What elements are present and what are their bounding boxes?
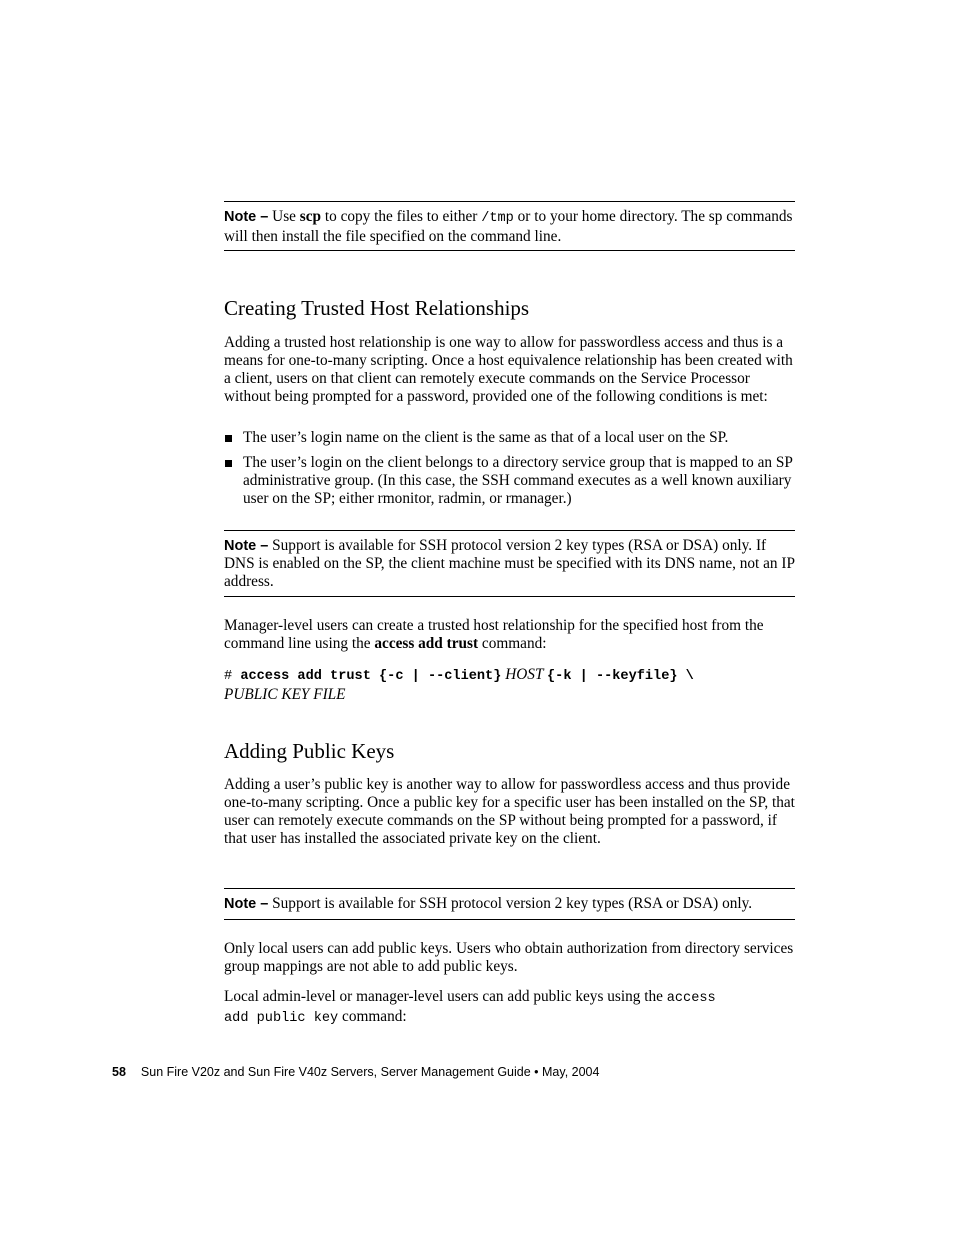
trusted-host-intro: Adding a trusted host relationship is one way to allow for passwordless access and thus is a means for one-to-many scripting. Once a host equivalence relationship has been created with a client, users on that client can remotely execute commands on the Service Processor without being prompted for a password, provided one of the following conditions is met:	[224, 334, 793, 405]
inline-command-scp: scp	[299, 208, 322, 225]
note-box-scp	[224, 201, 795, 251]
inline-command-add-public-key: add public key	[224, 1011, 339, 1026]
page-footer	[112, 1064, 599, 1080]
list-item: The user’s login name on the client is the same as that of a local user on the SP.	[224, 429, 795, 447]
command-text: access add trust {-c | --client}	[240, 669, 502, 684]
note-label: Note –	[224, 538, 269, 554]
section-heading-public-keys: Adding Public Keys	[224, 739, 395, 763]
bullet-square-icon	[225, 460, 232, 467]
bullet-square-icon	[225, 435, 232, 442]
section-heading-trusted-host: Creating Trusted Host Relationships	[224, 296, 530, 320]
note-text: Note – Use scp to copy the files to either /tmp or to your home directory. The sp commands will then install the file specified on the command line.	[224, 208, 793, 245]
command-placeholder-keyfile: PUBLIC KEY FILE	[224, 686, 346, 703]
public-keys-intro: Adding a user’s public key is another way to allow for passwordless access and thus provide one-to-many scripting. Once a public key for a specific user has been installed on the SP, that user can remotely execute commands on the SP without being prompted for a password, if that user has installed the associated private key on the client.	[224, 776, 795, 847]
inline-command-access-add-trust: access add trust	[374, 635, 479, 652]
inline-command-access: access	[666, 991, 716, 1006]
manager-level-paragraph: Manager-level users can create a trusted host relationship for the specified host from the command line using the access add trust command:	[224, 617, 764, 652]
admin-level-paragraph: Local admin-level or manager-level users can add public keys using the access add public key command:	[224, 988, 716, 1026]
list-item: The user’s login on the client belongs to a directory service group that is mapped to an SP administrative group. (In this case, the SSH command executes as a well known auxiliary user on the SP; either rmonitor, radmin, or rmanager.)	[224, 454, 795, 508]
note-label: Note –	[224, 209, 269, 225]
note-box-ssh	[224, 888, 795, 920]
note-text: Note – Support is available for SSH protocol version 2 key types (RSA or DSA) only. If DNS is enabled on the SP, the client machine must be specified with its DNS name, not an IP address.	[224, 537, 795, 590]
local-users-paragraph: Only local users can add public keys. Users who obtain authorization from directory services group mappings are not able to add public keys.	[224, 940, 794, 975]
note-label: Note –	[224, 896, 269, 912]
note-text: Note – Support is available for SSH protocol version 2 key types (RSA or DSA) only.	[224, 895, 753, 912]
command-syntax-block	[224, 666, 824, 704]
footer-date: May, 2004	[542, 1065, 600, 1079]
footer-title: Sun Fire V20z and Sun Fire V40z Servers, Server Management Guide	[140, 1065, 531, 1079]
command-prompt: #	[224, 669, 241, 684]
inline-path-tmp: /tmp	[481, 211, 514, 226]
command-placeholder-host: HOST	[501, 666, 547, 683]
page-number: 58	[112, 1065, 126, 1079]
footer-separator: •	[530, 1065, 543, 1079]
command-text: {-k | --keyfile} \	[547, 669, 694, 684]
note-box-ssh-dns	[224, 530, 795, 597]
